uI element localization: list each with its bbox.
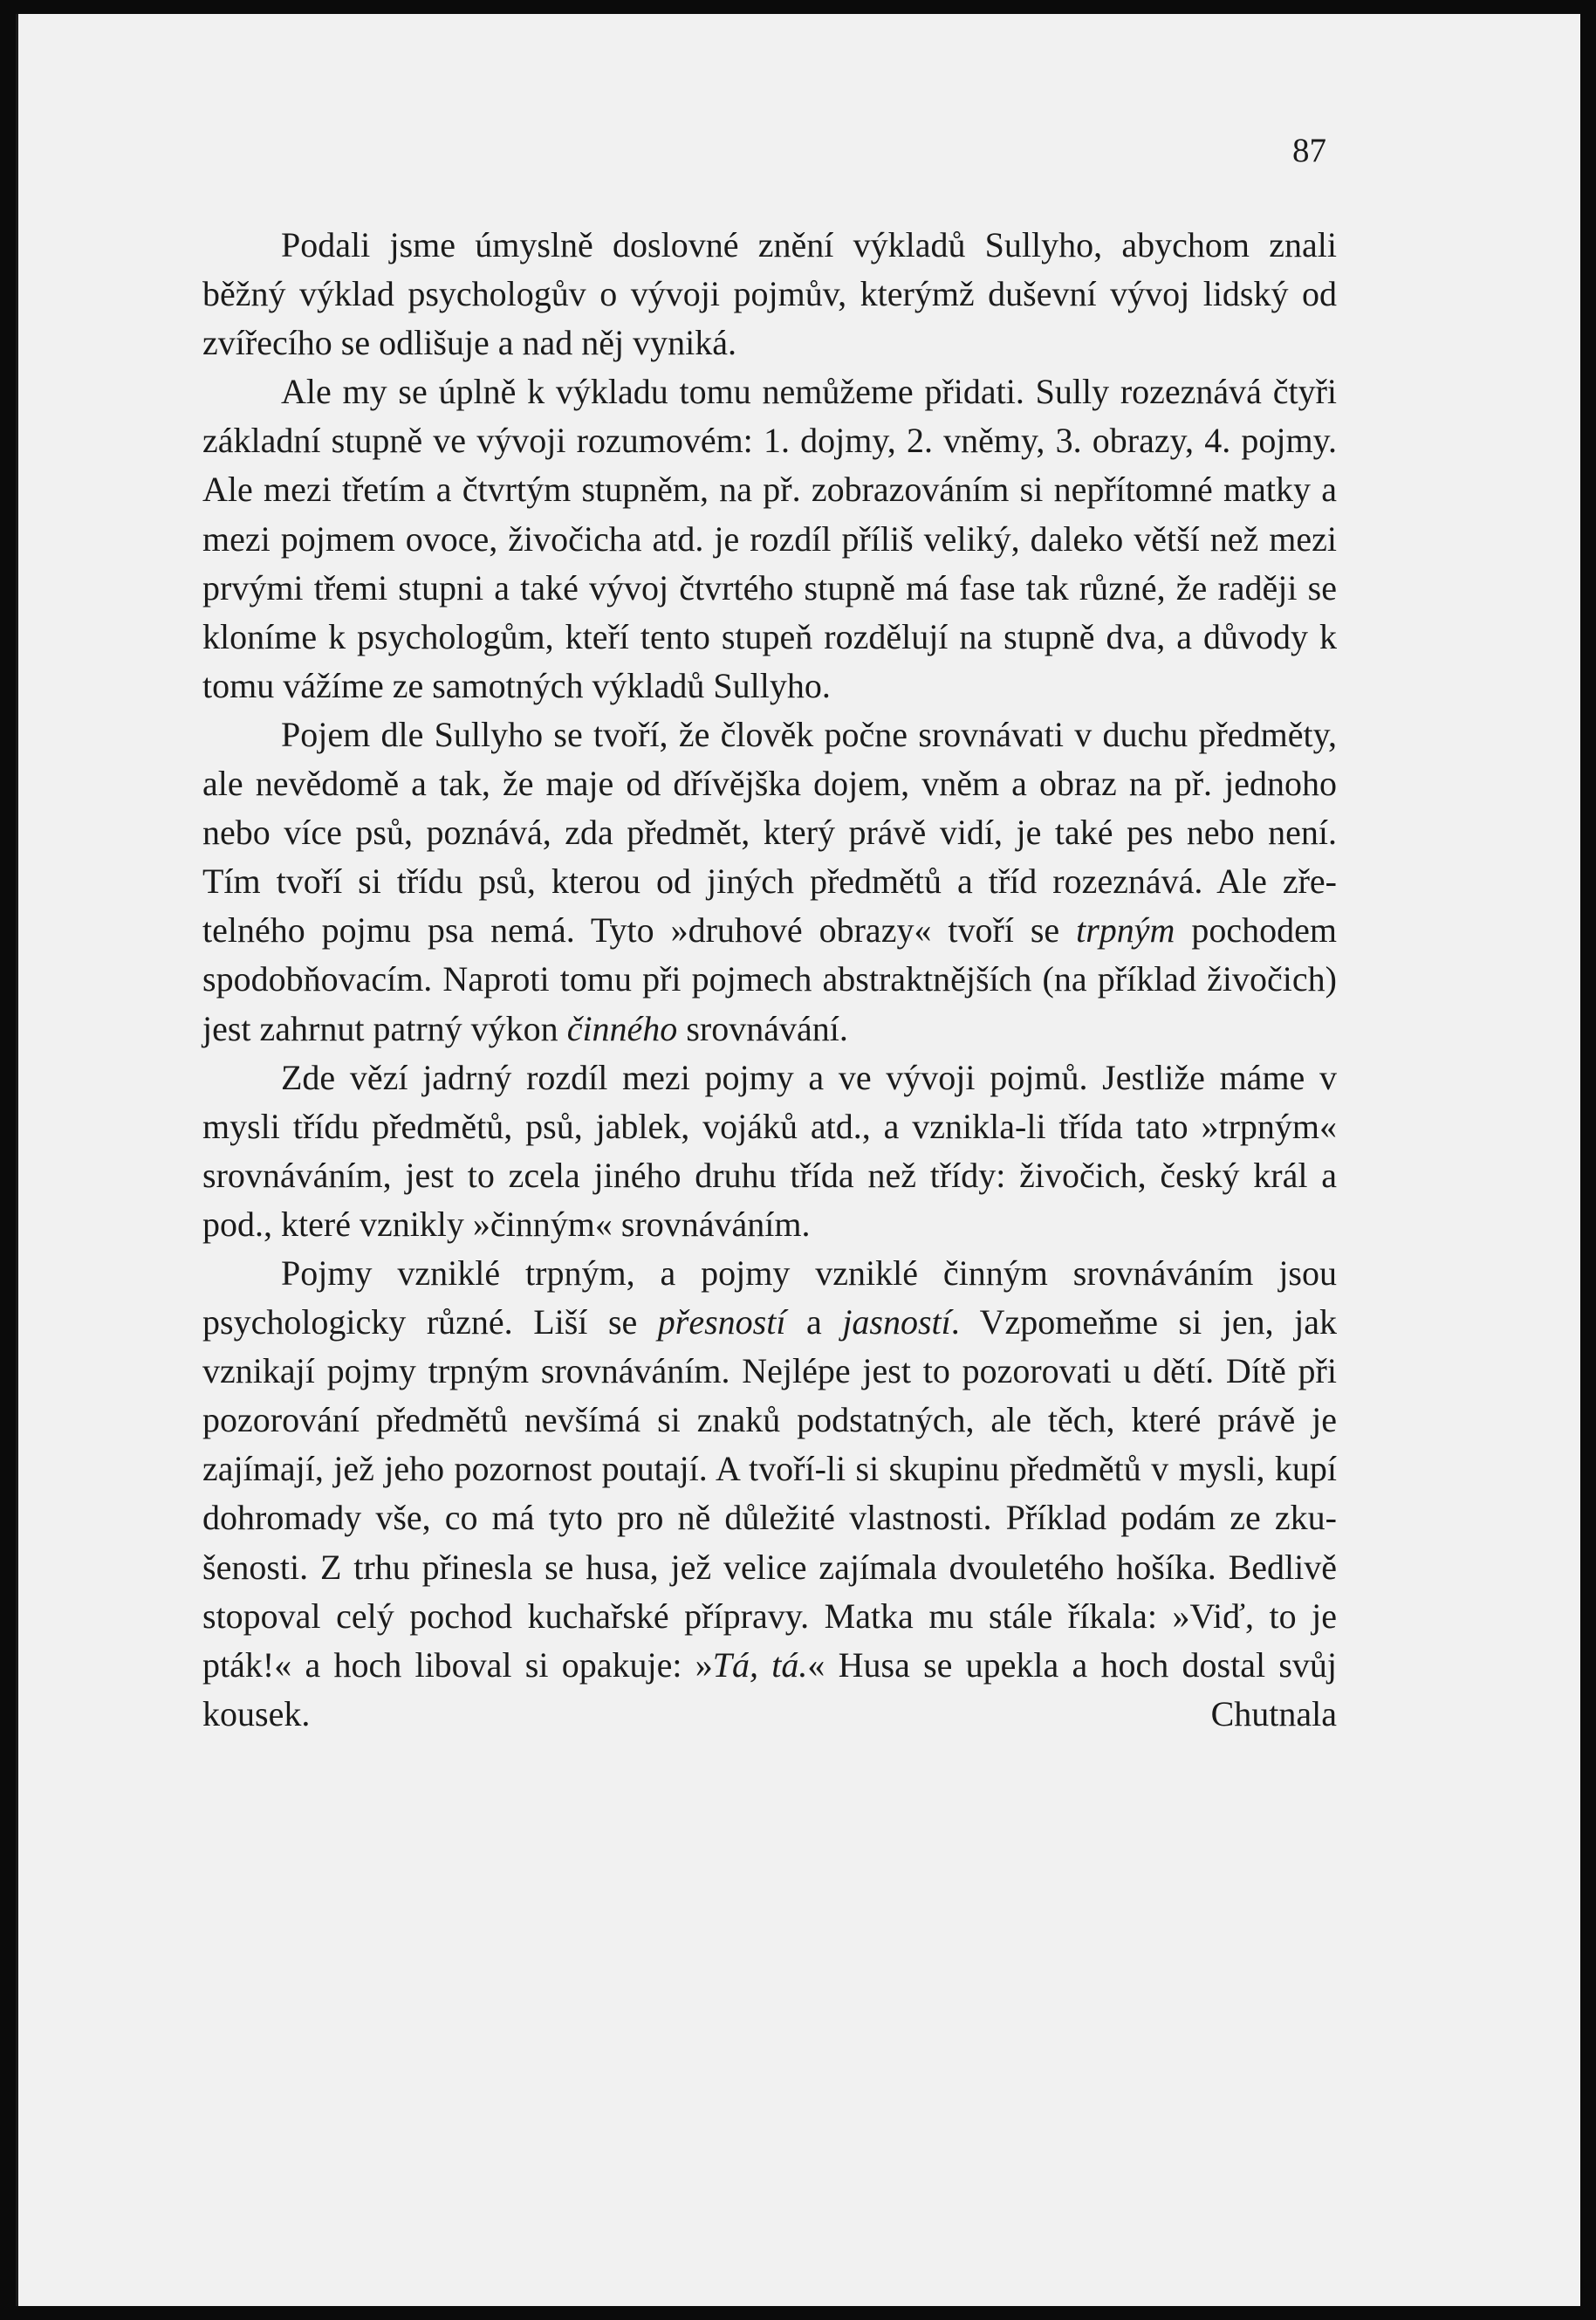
paragraph-4 (202, 1054, 1337, 1249)
text-segment: Ale my se úplně k výkladu tomu nemůžeme přidati. Sully rozeznává čtyři základní stupně ve vývoji rozumovém: 1. dojmy, 2. vněmy, 3. obrazy, 4. pojmy. Ale mezi třetím a čtvrtým stupněm, na př. zobrazováním si nepřítomné matky a mezi pojmem ovoce, živočicha atd. je rozdíl příliš veliký, daleko větší než mezi prvými třemi stupni a také vývoj čtvrtého stupně má fase tak různé, že raději se kloníme k psychologům, kteří tento stupeň rozdělují na stupně dva, a důvody k tomu vážíme ze samotných výkladů Sullyho. (202, 372, 1337, 705)
emphasis-text: činného (566, 1008, 678, 1048)
paragraph-2 (202, 367, 1337, 710)
emphasis-text: Tá, tá. (712, 1644, 808, 1685)
emphasis-text: přesností (657, 1302, 786, 1342)
text-segment: srovnávání. (677, 1008, 848, 1048)
emphasis-text: jasností (842, 1302, 951, 1342)
paragraph-5 (202, 1249, 1337, 1739)
text-segment: pochodem spodobňovacím. Naproti tomu při pojmech abstraktnějších (na příklad živočich) jest zahrnut patrný výkon (202, 910, 1338, 1048)
text-segment: Pojem dle Sullyho se tvoří, že člověk počne srovnávati v duchu předměty, ale nevědomě a tak, že maje od dřívějška dojem, vněm a obraz na př. jednoho nebo více psů, poznává, zda předmět, který právě vidí, je také pes nebo není. Tím tvoří si třídu psů, kterou od jiných předmětů a tříd rozeznává. Ale zřetelného pojmu psa nemá. Tyto »druhové obrazy« tvoří se (202, 714, 1337, 951)
text-segment: Podali jsme úmyslně doslovné znění výkladů Sullyho, abychom znali běžný výklad psychologův o vývoji pojmův, kterýmž duševní vývoj lidský od zvířecího se odlišuje a nad něj vyniká. (202, 225, 1337, 363)
text-segment: . Vzpomeňme si jen, jak vznikají pojmy trpným srovnáváním. Nejlépe jest to pozorovati u dětí. Dítě při pozorování předmětů nevšímá si znaků podstatných, ale těch, které právě je zajímají, jež jeho pozornost poutají. A tvoří-li si skupinu předmětů v mysli, kupí dohromady vše, co má tyto pro ně důležité vlastnosti. Příklad podám ze zkušenosti. Z trhu přinesla se husa, jež velice zajímala dvouletého hošíka. Bedlivě stopoval celý pochod kuchařské přípravy. Matka mu stále říkala: »Viď, to je pták!« a hoch liboval si opakuje: » (202, 1302, 1337, 1685)
binding-edge (16, 14, 18, 2306)
page-number: 87 (1292, 132, 1326, 169)
text-segment: Zde vězí jadrný rozdíl mezi pojmy a ve vývoji pojmů. Jestliže máme v mysli třídu předmětů, psů, jablek, vojáků atd., a vznikla-li třída tato »trpným« srovnáváním, jest to zcela jiného druhu třída než třídy: živočich, český král a pod., které vznikly »činným« srovnáváním. (202, 1057, 1337, 1244)
text-segment: « Husa se upekla a hoch dostal svůj kousek. Chutnala (202, 1644, 1338, 1733)
text-segment: a (785, 1302, 843, 1342)
emphasis-text: trpným (1076, 910, 1175, 951)
paragraph-3 (202, 710, 1337, 1054)
text-segment: Pojmy vzniklé trpným, a pojmy vzniklé činným srovnáváním jsou psychologicky různé. Liší se (202, 1253, 1337, 1342)
body-text (202, 221, 1337, 1739)
paragraph-1 (202, 221, 1337, 367)
